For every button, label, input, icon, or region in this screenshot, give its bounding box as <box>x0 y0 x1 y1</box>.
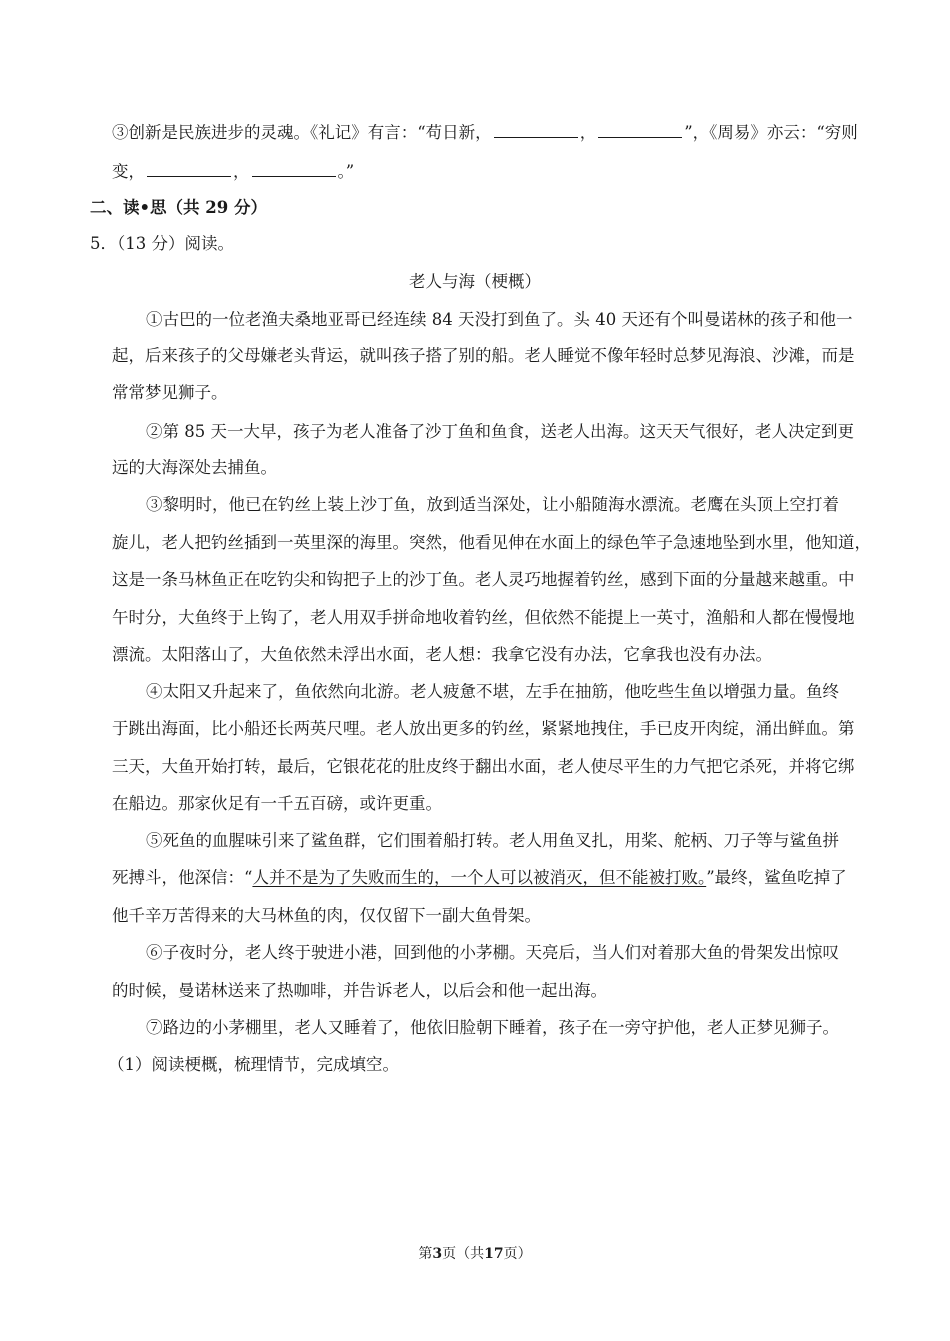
fill-blank-4[interactable] <box>252 160 336 177</box>
article-title: 老人与海（梗概） <box>409 272 541 291</box>
fill-blank-3[interactable] <box>147 160 231 177</box>
q4-item3-line1: ③创新是民族进步的灵魂。《礼记》有言：“苟日新， ， ”，《周易》亦云：“穷则 <box>112 123 858 142</box>
paragraph-2-line-2: 远的大海深处去捕鱼。 <box>112 458 277 477</box>
fill-blank-1[interactable] <box>494 121 578 138</box>
total-pages: 17 <box>484 1246 504 1262</box>
paragraph-5-line-1: ⑤死鱼的血腥味引来了鲨鱼群，它们围着船打转。老人用鱼叉扎，用桨、舵柄、刀子等与鲨鱼拼 <box>146 831 839 850</box>
paragraph-3-line-1: ③黎明时，他已在钓丝上装上沙丁鱼，放到适当深处，让小船随海水漂流。老鹰在头顶上空打着 <box>146 495 839 514</box>
paragraph-1-line-3: 常常梦见狮子。 <box>112 383 228 402</box>
paragraph-3-line-3: 这是一条马林鱼正在吃钓尖和钩把子上的沙丁鱼。老人灵巧地握着钓丝，感到下面的分量越来越重。中 <box>112 570 855 589</box>
paragraph-2-line-1: ②第 85 天一大早，孩子为老人准备了沙丁鱼和鱼食，送老人出海。这天天气很好，老人决定到更 <box>146 422 854 441</box>
paragraph-6-line-2: 的时候，曼诺林送来了热咖啡，并告诉老人，以后会和他一起出海。 <box>112 981 607 1000</box>
paragraph-4-line-3: 三天，大鱼开始打转，最后，它银花花的肚皮终于翻出水面，老人使尽平生的力气把它杀死，并将它绑 <box>112 757 855 776</box>
page-footer: 第3页（共17页） <box>418 1246 532 1262</box>
paragraph-4-line-1: ④太阳又升起来了，鱼依然向北游。老人疲惫不堪，左手在抽筋，他吃些生鱼以增强力量。鱼终 <box>146 682 839 701</box>
paragraph-1-line-1: ①古巴的一位老渔夫桑地亚哥已经连续 84 天没打到鱼了。头 40 天还有个叫曼诺林的孩子和他一 <box>146 310 853 329</box>
paragraph-7-line-1: ⑦路边的小茅棚里，老人又睡着了，他依旧脸朝下睡着，孩子在一旁守护他，老人正梦见狮子。 <box>146 1018 839 1037</box>
paragraph-3-line-5: 漂流。太阳落山了，大鱼依然未浮出水面，老人想：我拿它没有办法，它拿我也没有办法。 <box>112 645 772 664</box>
paragraph-5-line-2: 死搏斗，他深信：“人并不是为了失败而生的，一个人可以被消灭，但不能被打败。”最终，鲨鱼吃掉了 <box>112 868 847 887</box>
paragraph-6-line-1: ⑥子夜时分，老人终于驶进小港，回到他的小茅棚。天亮后，当人们对着那大鱼的骨架发出惊叹 <box>146 943 839 962</box>
page-number: 3 <box>432 1246 443 1262</box>
paragraph-1-line-2: 起，后来孩子的父母嫌老头背运，就叫孩子搭了别的船。老人睡觉不像年轻时总梦见海浪、沙滩，而是 <box>112 346 855 365</box>
question-heading: 5．（13 分）阅读。 <box>90 234 234 253</box>
paragraph-4-line-4: 在船边。那家伙足有一千五百磅，或许更重。 <box>112 794 442 813</box>
paragraph-3-line-2: 旋儿，老人把钓丝插到一英里深的海里。突然，他看见伸在水面上的绿色竿子急速地坠到水里，他知道， <box>112 533 871 552</box>
section-title: 二、读•思（共 29 分） <box>90 198 267 217</box>
paragraph-3-line-4: 午时分，大鱼终于上钩了，老人用双手拼命地收着钓丝，但依然不能提上一英寸，渔船和人都在慢慢地 <box>112 608 855 627</box>
fill-blank-2[interactable] <box>598 121 682 138</box>
q4-item3-line2: 变， ， 。” <box>112 162 355 181</box>
paragraph-5-line-3: 他千辛万苦得来的大马林鱼的肉，仅仅留下一副大鱼骨架。 <box>112 906 541 925</box>
underlined-quote: 人并不是为了失败而生的，一个人可以被消灭，但不能被打败。 <box>252 868 707 887</box>
sub-question-1: （1）阅读梗概，梳理情节，完成填空。 <box>108 1055 399 1074</box>
paragraph-4-line-2: 于跳出海面，比小船还长两英尺哩。老人放出更多的钓丝，紧紧地拽住，手已皮开肉绽，涌出鲜血。第 <box>112 719 855 738</box>
